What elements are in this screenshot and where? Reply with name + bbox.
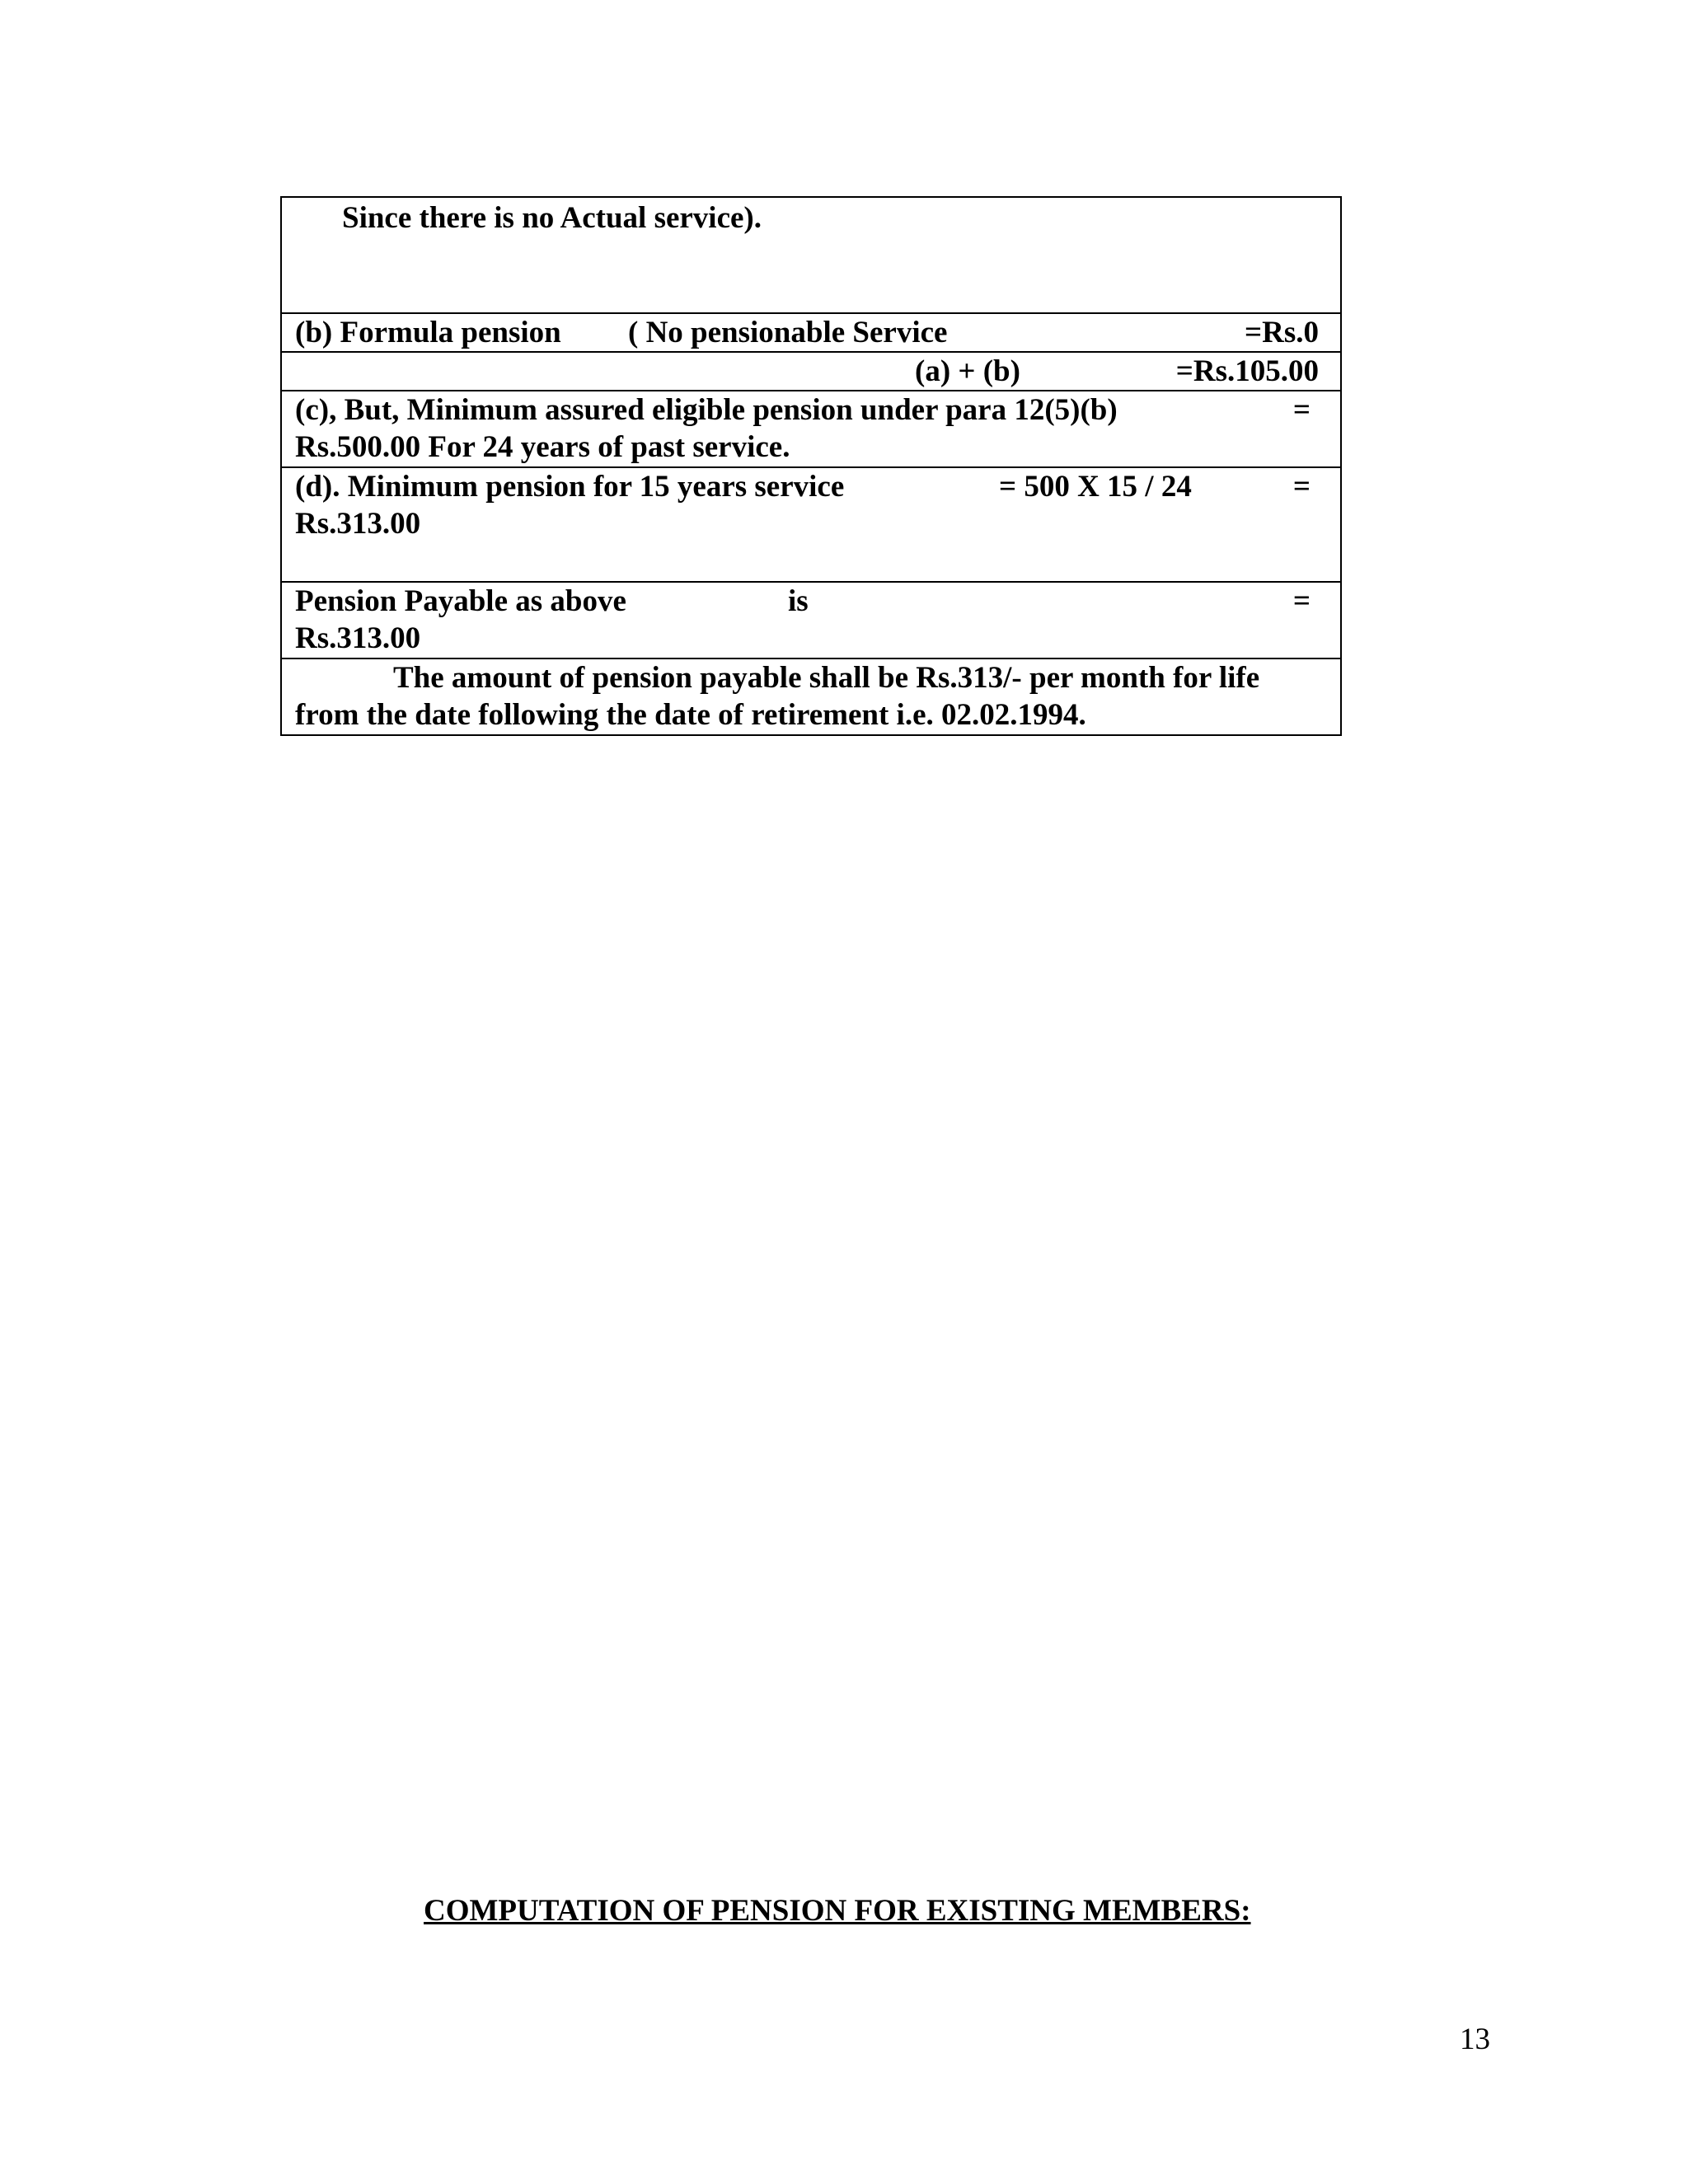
equals-sign: = bbox=[1292, 470, 1311, 504]
table-row bbox=[282, 581, 1340, 658]
row-text: from the date following the date of retirement i.e. 02.02.1994. bbox=[295, 698, 1086, 732]
row-text: The amount of pension payable shall be Rs.313/- per month for life bbox=[393, 661, 1260, 695]
row-value: =Rs.105.00 bbox=[1175, 354, 1319, 388]
row-is: is bbox=[788, 584, 809, 618]
row-text: Since there is no Actual service). bbox=[342, 201, 762, 235]
row-label: (d). Minimum pension for 15 years service bbox=[295, 470, 845, 504]
table-row bbox=[282, 198, 1340, 312]
row-value: Rs.313.00 bbox=[295, 621, 421, 655]
table-row bbox=[282, 658, 1340, 734]
page-number: 13 bbox=[1460, 2022, 1490, 2056]
row-text: (c), But, Minimum assured eligible pension under para 12(5)(b) bbox=[295, 393, 1118, 427]
pension-calculation-table bbox=[280, 196, 1342, 736]
equals-sign: = bbox=[1292, 584, 1311, 618]
row-formula: = 500 X 15 / 24 bbox=[999, 470, 1192, 504]
row-label: (a) + (b) bbox=[915, 354, 1020, 388]
table-row bbox=[282, 390, 1340, 466]
row-label: Pension Payable as above bbox=[295, 584, 626, 618]
table-row bbox=[282, 351, 1340, 390]
row-value: =Rs.0 bbox=[1245, 316, 1319, 349]
table-row bbox=[282, 312, 1340, 351]
table-row bbox=[282, 466, 1340, 581]
row-text: Rs.500.00 For 24 years of past service. bbox=[295, 430, 790, 464]
row-note: ( No pensionable Service bbox=[628, 316, 948, 349]
row-label: (b) Formula pension bbox=[295, 316, 561, 349]
equals-sign: = bbox=[1292, 393, 1311, 427]
row-value: Rs.313.00 bbox=[295, 507, 421, 541]
section-heading: COMPUTATION OF PENSION FOR EXISTING MEMBERS: bbox=[424, 1894, 1251, 1928]
